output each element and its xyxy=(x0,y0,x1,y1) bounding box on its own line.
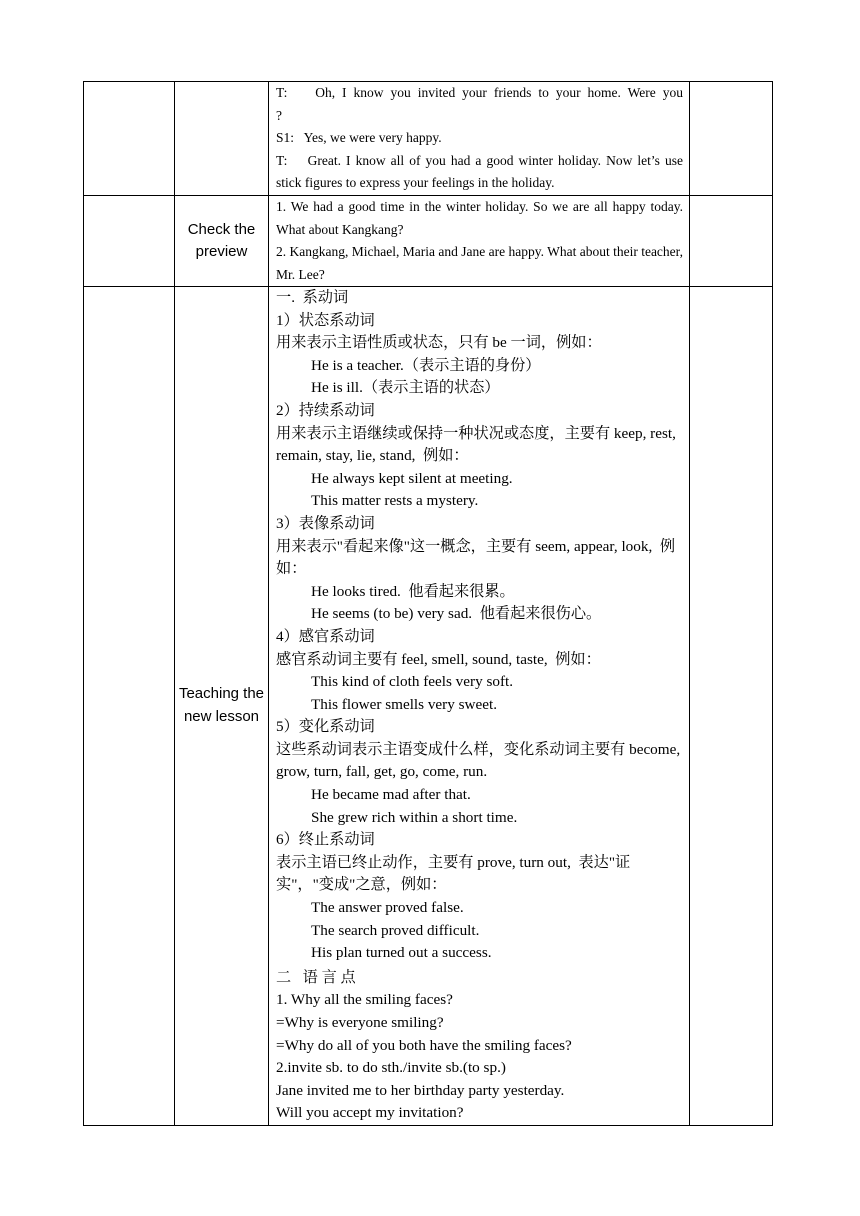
stage-label: Teaching the new lesson xyxy=(175,287,269,1126)
empty-cell xyxy=(690,196,773,287)
text-line: 感官系动词主要有 feel, smell, sound, taste, 例如： xyxy=(276,650,601,668)
text-line: 2. Kangkang, Michael, Maria and Jane are happy. What about their teacher, Mr. Lee? xyxy=(276,244,683,282)
dialogue-line: S1: Yes, we were very happy. xyxy=(276,130,442,145)
text-line: 这些系动词表示主语变成什么样，变化系动词主要有 become, grow, turn, fall, get, go, come, run. xyxy=(276,740,681,781)
text-line: 1. Why all the smiling faces? xyxy=(276,991,453,1009)
text-line: 用来表示主语继续或保持一种状况或态度，主要有 keep, rest, remain, stay, lie, stand, 例如： xyxy=(276,424,680,465)
teaching-content-cell xyxy=(269,287,690,1126)
example-line: He is ill.（表示主语的状态） xyxy=(311,379,500,397)
example-line: The answer proved false. xyxy=(311,899,464,917)
example-line: His plan turned out a success. xyxy=(311,944,492,962)
text-line: 用来表示主语性质或状态，只有 be 一词，例如： xyxy=(276,334,602,352)
table-row-teaching xyxy=(84,287,773,1126)
example-line: The search proved difficult. xyxy=(311,921,480,939)
empty-cell xyxy=(84,196,175,287)
subheading: 2）持续系动词 xyxy=(276,401,375,419)
empty-cell xyxy=(84,82,175,196)
example-line: This flower smells very sweet. xyxy=(311,695,498,713)
text-line: 用来表示"看起来像"这一概念，主要有 seem, appear, look, 例如： xyxy=(276,537,676,578)
example-line: He always kept silent at meeting. xyxy=(311,469,513,487)
dialogue-line: T: Oh, I know you invited your friends to your home. Were you ? xyxy=(276,85,758,123)
text-line: 2.invite sb. to do sth./invite sb.(to sp.) xyxy=(276,1059,506,1077)
example-line: He is a teacher.（表示主语的身份） xyxy=(311,356,541,374)
subheading: 4）感官系动词 xyxy=(276,627,375,645)
empty-cell xyxy=(690,287,773,1126)
section-heading: 一. 系动词 xyxy=(276,289,349,306)
dialogue-cell xyxy=(269,82,758,196)
example-line: He looks tired. 他看起来很累。 xyxy=(311,582,515,600)
empty-cell xyxy=(175,82,269,196)
example-line: This kind of cloth feels very soft. xyxy=(311,673,514,691)
lesson-plan-table xyxy=(83,81,773,1126)
example-line: This matter rests a mystery. xyxy=(311,492,479,510)
empty-cell xyxy=(84,287,175,1126)
example-line: She grew rich within a short time. xyxy=(311,808,518,826)
text-line: Jane invited me to her birthday party yesterday. xyxy=(276,1081,565,1099)
example-line: He became mad after that. xyxy=(311,786,471,804)
text-line: Will you accept my invitation? xyxy=(276,1104,464,1122)
stage-label: Check the preview xyxy=(175,196,269,287)
example-line: He seems (to be) very sad. 他看起来很伤心。 xyxy=(311,605,602,623)
check-preview-cell xyxy=(269,196,690,287)
text-line: 1. We had a good time in the winter holiday. So we are all happy today. What about Kangkang? xyxy=(276,199,683,237)
subheading: 1）状态系动词 xyxy=(276,311,375,329)
subheading: 3）表像系动词 xyxy=(276,514,375,532)
text-line: =Why is everyone smiling? xyxy=(276,1014,444,1031)
text-line: 表示主语已终止动作，主要有 prove, turn out, 表达"证实"，"变成"之意，例如： xyxy=(276,853,631,894)
text-line: =Why do all of you both have the smiling faces? xyxy=(276,1036,572,1054)
table-row-dialogue xyxy=(84,82,773,196)
section-heading: 二 语 言 点 xyxy=(276,968,356,986)
subheading: 5）变化系动词 xyxy=(276,718,375,736)
table-row-check-preview xyxy=(84,196,773,287)
dialogue-line: T: Great. I know all of you had a good winter holiday. Now let’s use stick figures to express your feelings in the holiday. xyxy=(276,152,687,190)
subheading: 6）终止系动词 xyxy=(276,831,375,849)
